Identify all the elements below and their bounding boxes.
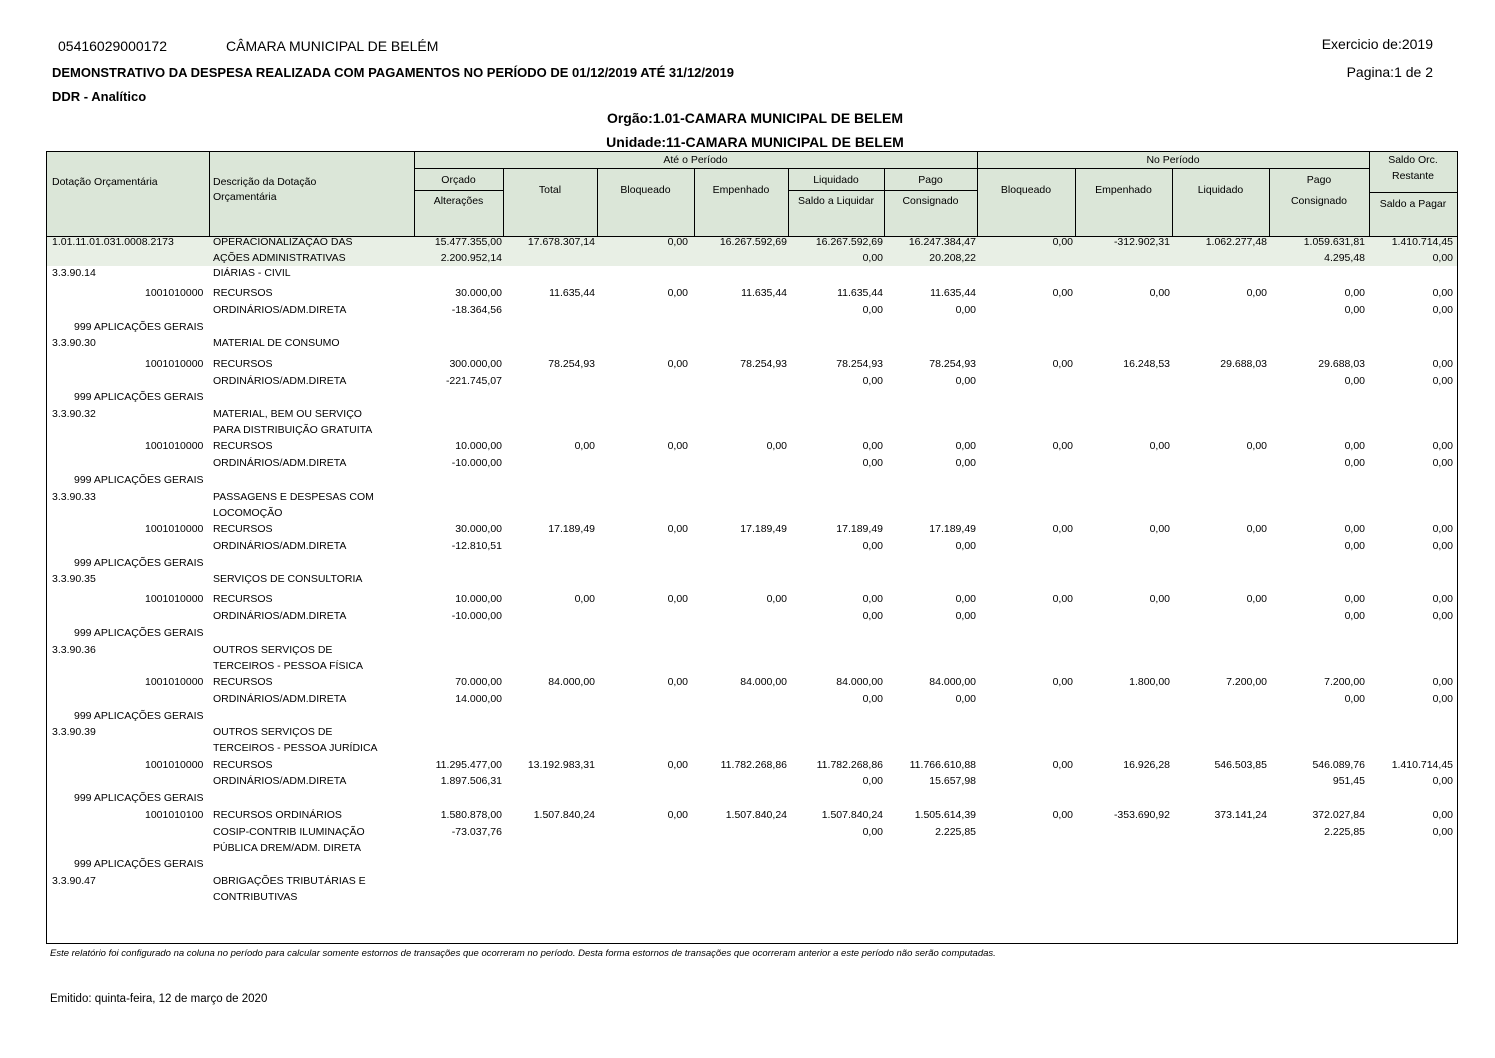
value-pago: 15.657,98: [929, 775, 976, 787]
value-orcado: 10.000,00: [455, 593, 502, 605]
dotacao-code: 1001010000: [145, 523, 204, 535]
dotacao-code: 3.3.90.32: [52, 408, 96, 420]
page-number: Pagina:1 de 2: [1346, 64, 1433, 80]
dotacao-description: RECURSOS: [213, 440, 273, 452]
value-pago: 0,00: [955, 593, 976, 605]
aplicacao-label: 999 APLICAÇÕES GERAIS: [74, 321, 204, 333]
value-bloqueado: 0,00: [667, 523, 688, 535]
entity-name: CÂMARA MUNICIPAL DE BELÉM: [226, 38, 439, 54]
col-descricao-1: Descrição da Dotação: [213, 176, 317, 188]
value-total: 1.507.840,24: [533, 809, 595, 821]
value-total: 0,00: [574, 593, 595, 605]
dotacao-description: AÇÕES ADMINISTRATIVAS: [213, 252, 346, 264]
value-np-liquidado: 0,00: [1246, 440, 1267, 452]
value-pago: 78.254,93: [929, 358, 976, 370]
value-saldo-orc: 0,00: [1432, 523, 1453, 535]
col-np-pago: Pago: [1306, 174, 1332, 186]
value-np-pago: 546.089,76: [1312, 759, 1365, 771]
value-np-pago: 1.059.631,81: [1303, 236, 1365, 248]
value-saldo-orc: 0,00: [1432, 358, 1453, 370]
value-orcado: 15.477.355,00: [434, 236, 502, 248]
value-liquidado: 0,00: [862, 610, 883, 622]
value-orcado: 1.897.506,31: [440, 775, 502, 787]
value-orcado: 70.000,00: [455, 676, 502, 688]
col-alteracoes: Alterações: [433, 195, 484, 207]
col-total: Total: [538, 184, 562, 196]
value-np-pago: 0,00: [1344, 304, 1365, 316]
dotacao-description: ORDINÁRIOS/ADM.DIRETA: [213, 693, 347, 705]
value-saldo-orc: 0,00: [1432, 440, 1453, 452]
value-liquidado: 78.254,93: [836, 358, 883, 370]
dotacao-code: 1001010000: [145, 358, 204, 370]
exercise-year: Exercicio de:2019: [1321, 36, 1433, 52]
aplicacao-label: 999 APLICAÇÕES GERAIS: [74, 792, 204, 804]
value-np-pago: 372.027,84: [1312, 809, 1365, 821]
value-total: 17.678.307,14: [527, 236, 595, 248]
dotacao-description: COSIP-CONTRIB ILUMINAÇÃO: [213, 826, 365, 838]
value-np-bloqueado: 0,00: [1052, 809, 1073, 821]
value-pago: 11.635,44: [930, 287, 976, 299]
value-liquidado: 0,00: [862, 457, 883, 469]
dotacao-description: PARA DISTRIBUIÇÃO GRATUITA: [213, 424, 373, 436]
col-np-liquidado: Liquidado: [1197, 184, 1244, 196]
value-total: 78.254,93: [548, 358, 595, 370]
dotacao-description: RECURSOS: [213, 523, 273, 535]
value-orcado: 11.295.477,00: [435, 759, 502, 771]
dotacao-description: ORDINÁRIOS/ADM.DIRETA: [213, 457, 347, 469]
value-np-bloqueado: 0,00: [1052, 236, 1073, 248]
value-pago: 0,00: [955, 610, 976, 622]
value-orcado: -73.037,76: [451, 826, 502, 838]
dotacao-description: MATERIAL, BEM OU SERVIÇO: [213, 408, 362, 420]
value-orcado: 10.000,00: [455, 440, 502, 452]
value-total: 0,00: [574, 440, 595, 452]
col-consignado: Consignado: [902, 195, 959, 207]
value-bloqueado: 0,00: [667, 440, 688, 452]
value-empenhado: 11.782.268,86: [720, 759, 787, 771]
value-np-pago: 0,00: [1344, 693, 1365, 705]
value-bloqueado: 0,00: [667, 809, 688, 821]
value-pago: 0,00: [955, 375, 976, 387]
value-orcado: 1.580.878,00: [440, 809, 502, 821]
value-pago: 17.189,49: [929, 523, 976, 535]
value-total: 84.000,00: [548, 676, 595, 688]
value-pago: 2.225,85: [935, 826, 976, 838]
value-liquidado: 0,00: [862, 693, 883, 705]
value-empenhado: 84.000,00: [740, 676, 787, 688]
value-saldo-orc: 0,00: [1432, 457, 1453, 469]
value-np-liquidado: 1.062.277,48: [1205, 236, 1267, 248]
value-liquidado: 84.000,00: [836, 676, 883, 688]
dotacao-description: OBRIGAÇÕES TRIBUTÁRIAS E: [213, 875, 366, 887]
dotacao-description: TERCEIROS - PESSOA FÍSICA: [213, 660, 363, 672]
value-liquidado: 1.507.840,24: [821, 809, 883, 821]
value-orcado: -10.000,00: [451, 457, 502, 469]
dotacao-description: PÚBLICA DREM/ADM. DIRETA: [213, 842, 361, 854]
dotacao-code: 1.01.11.01.031.0008.2173: [52, 236, 174, 248]
aplicacao-label: 999 APLICAÇÕES GERAIS: [74, 627, 204, 639]
col-np-empenhado: Empenhado: [1095, 184, 1152, 196]
aplicacao-label: 999 APLICAÇÕES GERAIS: [74, 391, 204, 403]
value-np-liquidado: 546.503,85: [1214, 759, 1267, 771]
value-bloqueado: 0,00: [667, 593, 688, 605]
dotacao-description: ORDINÁRIOS/ADM.DIRETA: [213, 540, 347, 552]
value-liquidado: 11.635,44: [837, 287, 883, 299]
value-liquidado: 0,00: [862, 304, 883, 316]
value-np-empenhado: 16.248,53: [1123, 358, 1170, 370]
dotacao-description: OPERACIONALIZAÇÃO DAS: [213, 236, 353, 248]
value-np-liquidado: 0,00: [1246, 593, 1267, 605]
col-saldo-pagar: Saldo a Pagar: [1379, 198, 1447, 210]
value-orcado: 14.000,00: [455, 693, 502, 705]
aplicacao-label: 999 APLICAÇÕES GERAIS: [74, 474, 204, 486]
col-orcado: Orçado: [441, 174, 476, 186]
emitted-date: Emitido: quinta-feira, 12 de março de 2020: [50, 993, 268, 1005]
value-liquidado: 17.189,49: [836, 523, 883, 535]
value-np-pago: 0,00: [1344, 375, 1365, 387]
report-subtitle: DDR - Analítico: [52, 89, 147, 104]
value-orcado: -10.000,00: [451, 610, 502, 622]
dotacao-code: 3.3.90.14: [52, 267, 96, 279]
value-np-pago: 951,45: [1332, 775, 1365, 787]
dotacao-description: TERCEIROS - PESSOA JURÍDICA: [213, 742, 378, 754]
dotacao-description: OUTROS SERVIÇOS DE: [213, 726, 333, 738]
dotacao-description: RECURSOS: [213, 593, 273, 605]
value-liquidado: 0,00: [862, 252, 883, 264]
aplicacao-label: 999 APLICAÇÕES GERAIS: [74, 710, 204, 722]
value-np-empenhado: -353.690,92: [1113, 809, 1170, 821]
dotacao-description: SERVIÇOS DE CONSULTORIA: [213, 573, 363, 585]
value-bloqueado: 0,00: [667, 287, 688, 299]
value-saldo-orc: 0,00: [1432, 304, 1453, 316]
dotacao-description: LOCOMOÇÃO: [213, 507, 283, 519]
value-saldo-orc: 0,00: [1432, 775, 1453, 787]
value-np-empenhado: 0,00: [1149, 440, 1170, 452]
value-np-liquidado: 0,00: [1246, 523, 1267, 535]
value-pago: 0,00: [955, 540, 976, 552]
value-np-empenhado: -312.902,31: [1113, 236, 1170, 248]
value-saldo-orc: 1.410.714,45: [1391, 236, 1453, 248]
col-dotacao: Dotação Orçamentária: [52, 176, 158, 188]
orgao-title: Orgão:1.01-CAMARA MUNICIPAL DE BELEM: [606, 110, 904, 126]
value-saldo-orc: 0,00: [1432, 676, 1453, 688]
dotacao-code: 1001010100: [145, 809, 204, 821]
col-liquidado: Liquidado: [813, 174, 859, 186]
col-np-consignado: Consignado: [1290, 195, 1348, 207]
report-table: [46, 151, 1458, 944]
value-empenhado: 16.267.592,69: [719, 236, 787, 248]
value-orcado: -12.810,51: [451, 540, 502, 552]
value-np-pago: 7.200,00: [1324, 676, 1365, 688]
value-np-empenhado: 0,00: [1149, 523, 1170, 535]
value-np-liquidado: 7.200,00: [1226, 676, 1267, 688]
dotacao-code: 1001010000: [145, 759, 204, 771]
value-np-pago: 0,00: [1344, 457, 1365, 469]
value-np-empenhado: 0,00: [1149, 593, 1170, 605]
col-descricao-2: Orçamentária: [213, 191, 277, 203]
value-saldo-orc: 0,00: [1432, 809, 1453, 821]
value-pago: 11.766.610,88: [909, 759, 976, 771]
col-saldo-liquidar: Saldo a Liquidar: [798, 195, 874, 207]
value-pago: 0,00: [955, 440, 976, 452]
value-bloqueado: 0,00: [667, 236, 688, 248]
value-bloqueado: 0,00: [667, 676, 688, 688]
col-saldo-orc-2: Restante: [1391, 170, 1435, 182]
aplicacao-label: 999 APLICAÇÕES GERAIS: [74, 557, 204, 569]
value-liquidado: 0,00: [862, 440, 883, 452]
value-total: 13.192.983,31: [527, 759, 595, 771]
dotacao-description: ORDINÁRIOS/ADM.DIRETA: [213, 610, 347, 622]
dotacao-description: MATERIAL DE CONSUMO: [213, 337, 340, 349]
dotacao-description: RECURSOS: [213, 358, 273, 370]
dotacao-code: 3.3.90.39: [52, 726, 96, 738]
value-pago: 0,00: [955, 457, 976, 469]
value-saldo-orc: 0,00: [1432, 540, 1453, 552]
dotacao-code: 3.3.90.36: [52, 644, 96, 656]
value-np-pago: 0,00: [1344, 540, 1365, 552]
value-np-bloqueado: 0,00: [1052, 593, 1073, 605]
dotacao-description: RECURSOS: [213, 287, 273, 299]
value-pago: 0,00: [955, 304, 976, 316]
col-empenhado: Empenhado: [712, 184, 770, 196]
value-np-bloqueado: 0,00: [1052, 287, 1073, 299]
value-np-pago: 29.688,03: [1318, 358, 1365, 370]
value-np-bloqueado: 0,00: [1052, 759, 1073, 771]
value-saldo-orc: 0,00: [1432, 826, 1453, 838]
dotacao-description: RECURSOS: [213, 676, 273, 688]
col-bloqueado: Bloqueado: [620, 184, 671, 196]
value-empenhado: 11.635,44: [741, 287, 787, 299]
value-pago: 16.247.384,47: [908, 236, 976, 248]
value-empenhado: 0,00: [766, 440, 787, 452]
dotacao-description: RECURSOS ORDINÁRIOS: [213, 809, 342, 821]
dotacao-code: 1001010000: [145, 593, 204, 605]
group-ate-periodo: Até o Período: [663, 154, 728, 166]
value-np-bloqueado: 0,00: [1052, 358, 1073, 370]
dotacao-code: 3.3.90.30: [52, 337, 96, 349]
value-orcado: -221.745,07: [445, 375, 502, 387]
value-np-pago: 0,00: [1344, 523, 1365, 535]
cnpj: 05416029000172: [58, 38, 168, 54]
value-saldo-orc: 1.410.714,45: [1391, 759, 1453, 771]
value-np-pago: 4.295,48: [1324, 252, 1365, 264]
value-liquidado: 0,00: [862, 375, 883, 387]
value-total: 11.635,44: [549, 287, 595, 299]
value-np-empenhado: 1.800,00: [1129, 676, 1170, 688]
value-np-empenhado: 16.926,28: [1123, 759, 1170, 771]
value-liquidado: 0,00: [862, 826, 883, 838]
unidade-title: Unidade:11-CAMARA MUNICIPAL DE BELEM: [606, 134, 904, 150]
dotacao-code: 3.3.90.47: [52, 875, 96, 887]
dotacao-description: ORDINÁRIOS/ADM.DIRETA: [213, 375, 347, 387]
value-liquidado: 16.267.592,69: [815, 236, 883, 248]
report-title: DEMONSTRATIVO DA DESPESA REALIZADA COM PAGAMENTOS NO PERÍODO DE 01/12/2019 ATÉ 31/12/2019: [52, 65, 734, 80]
group-no-periodo: No Período: [1146, 154, 1200, 166]
dotacao-code: 1001010000: [145, 287, 204, 299]
value-np-empenhado: 0,00: [1149, 287, 1170, 299]
dotacao-code: 3.3.90.33: [52, 491, 96, 503]
dotacao-description: OUTROS SERVIÇOS DE: [213, 644, 333, 656]
value-liquidado: 0,00: [862, 593, 883, 605]
value-bloqueado: 0,00: [667, 759, 688, 771]
value-liquidado: 0,00: [862, 540, 883, 552]
value-np-pago: 0,00: [1344, 440, 1365, 452]
value-np-pago: 0,00: [1344, 610, 1365, 622]
value-empenhado: 1.507.840,24: [725, 809, 787, 821]
value-np-bloqueado: 0,00: [1052, 523, 1073, 535]
value-np-liquidado: 373.141,24: [1214, 809, 1267, 821]
value-pago: 84.000,00: [929, 676, 976, 688]
value-saldo-orc: 0,00: [1432, 252, 1453, 264]
dotacao-description: PASSAGENS E DESPESAS COM: [213, 491, 374, 503]
value-saldo-orc: 0,00: [1432, 593, 1453, 605]
value-empenhado: 78.254,93: [740, 358, 787, 370]
value-np-liquidado: 29.688,03: [1220, 358, 1267, 370]
dotacao-description: ORDINÁRIOS/ADM.DIRETA: [213, 304, 347, 316]
dotacao-description: CONTRIBUTIVAS: [213, 891, 298, 903]
value-liquidado: 0,00: [862, 775, 883, 787]
value-saldo-orc: 0,00: [1432, 287, 1453, 299]
value-orcado: -18.364,56: [451, 304, 502, 316]
dotacao-code: 1001010000: [145, 440, 204, 452]
footnote: Este relatório foi configurado na coluna no período para calcular somente estornos de transações que ocorreram no período. Desta forma estornos de transações que ocorreram anterior a este período não serão computadas.: [50, 948, 996, 959]
value-saldo-orc: 0,00: [1432, 375, 1453, 387]
col-np-bloqueado: Bloqueado: [1000, 184, 1052, 196]
value-pago: 20.208,22: [929, 252, 976, 264]
value-orcado: 300.000,00: [449, 358, 502, 370]
value-empenhado: 0,00: [766, 593, 787, 605]
value-np-liquidado: 0,00: [1246, 287, 1267, 299]
dotacao-description: RECURSOS: [213, 759, 273, 771]
value-total: 17.189,49: [548, 523, 595, 535]
value-np-pago: 0,00: [1344, 287, 1365, 299]
value-empenhado: 17.189,49: [740, 523, 787, 535]
dotacao-code: 1001010000: [145, 676, 204, 688]
aplicacao-label: 999 APLICAÇÕES GERAIS: [74, 858, 204, 870]
value-saldo-orc: 0,00: [1432, 693, 1453, 705]
value-orcado: 30.000,00: [455, 287, 502, 299]
value-np-pago: 0,00: [1344, 593, 1365, 605]
dotacao-code: 3.3.90.35: [52, 573, 96, 585]
value-orcado: 30.000,00: [455, 523, 502, 535]
col-saldo-orc-1: Saldo Orc.: [1388, 154, 1438, 166]
value-pago: 1.505.614,39: [914, 809, 976, 821]
value-bloqueado: 0,00: [667, 358, 688, 370]
value-np-bloqueado: 0,00: [1052, 676, 1073, 688]
value-liquidado: 11.782.268,86: [816, 759, 883, 771]
dotacao-description: DIÁRIAS - CIVIL: [213, 267, 291, 279]
dotacao-description: ORDINÁRIOS/ADM.DIRETA: [213, 775, 347, 787]
value-saldo-orc: 0,00: [1432, 610, 1453, 622]
value-np-pago: 2.225,85: [1324, 826, 1365, 838]
value-np-bloqueado: 0,00: [1052, 440, 1073, 452]
value-orcado: 2.200.952,14: [440, 252, 502, 264]
value-pago: 0,00: [955, 693, 976, 705]
col-pago: Pago: [918, 174, 943, 186]
